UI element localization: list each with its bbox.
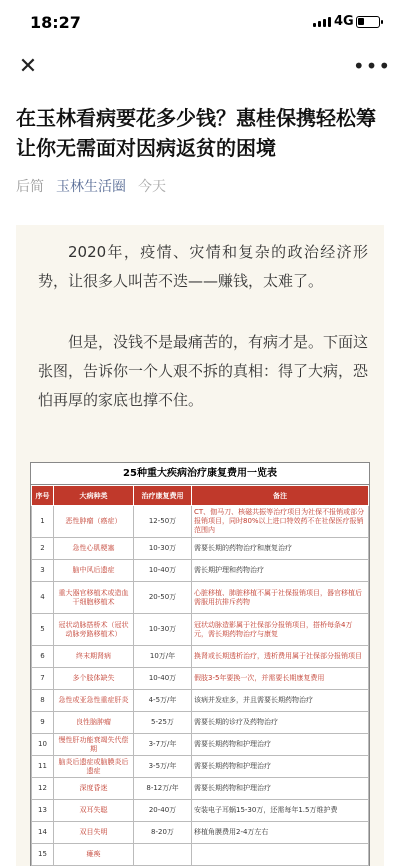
table-row (32, 844, 369, 866)
disease-cell: 终末期肾病 (54, 646, 134, 668)
no-cell: 15 (32, 844, 54, 866)
network-type: 4G (334, 14, 354, 29)
no-cell: 9 (32, 712, 54, 734)
table-row (32, 690, 369, 712)
table-row (32, 538, 369, 560)
note-cell: 需要长期药物和护理治疗 (192, 778, 369, 800)
table-row (32, 778, 369, 800)
article-author: 后简 (16, 179, 44, 195)
note-cell: 需长期护理和药物治疗 (192, 560, 369, 582)
disease-cell: 双耳失聪 (54, 800, 134, 822)
no-cell: 1 (32, 506, 54, 538)
cost-cell (134, 844, 192, 866)
account-link[interactable]: 玉林生活圈 (56, 179, 126, 195)
table-row (32, 614, 369, 646)
cost-cell: 8-20万 (134, 822, 192, 844)
disease-cell: 急性或亚急性重症肝炎 (54, 690, 134, 712)
cost-cell: 10万/年 (134, 646, 192, 668)
disease-cell: 急性心肌梗塞 (54, 538, 134, 560)
no-cell: 12 (32, 778, 54, 800)
note-cell: 冠状动脉造影属于社保部分报销项目，搭桥每条4万元，需长期药物治疗与康复 (192, 614, 369, 646)
no-cell: 4 (32, 582, 54, 614)
cost-table (31, 485, 369, 866)
note-cell: CT、伽马刀、核磁共振等治疗项目为社保不报销或部分报销项目，同时80%以上进口特效药不在社保医疗报销范围内 (192, 506, 369, 538)
disease-cell: 瘫痪 (54, 844, 134, 866)
cost-cell: 10-40万 (134, 668, 192, 690)
no-cell: 3 (32, 560, 54, 582)
battery-icon (356, 16, 380, 28)
table-row (32, 822, 369, 844)
disease-cell: 深度昏迷 (54, 778, 134, 800)
note-cell: 安装电子耳蜗15-30万，还需每年1.5万维护费 (192, 800, 369, 822)
no-cell: 6 (32, 646, 54, 668)
no-cell: 2 (32, 538, 54, 560)
disease-cell: 双目失明 (54, 822, 134, 844)
table-row (32, 800, 369, 822)
no-cell: 8 (32, 690, 54, 712)
paragraph: 2020年，疫情、灾情和复杂的政治经济形势，让很多人叫苦不迭——赚钱，太难了。 (38, 243, 368, 290)
note-cell (192, 844, 369, 866)
status-bar (0, 0, 400, 44)
cost-cell: 5-25万 (134, 712, 192, 734)
table-row (32, 668, 369, 690)
nav-bar (0, 44, 400, 88)
no-cell: 11 (32, 756, 54, 778)
disease-cell: 脑中风后遗症 (54, 560, 134, 582)
cost-cell: 3-7万/年 (134, 734, 192, 756)
cost-cell: 10-40万 (134, 560, 192, 582)
table-row (32, 646, 369, 668)
table-row (32, 756, 369, 778)
article-body (16, 225, 384, 866)
cost-cell: 12-50万 (134, 506, 192, 538)
note-cell: 该病并发症多，并且需要长期药物治疗 (192, 690, 369, 712)
note-cell: 假肢3-5年要换一次，并需要长期康复费用 (192, 668, 369, 690)
no-cell: 7 (32, 668, 54, 690)
disease-cell: 脑炎后遗症或脑膜炎后遗症 (54, 756, 134, 778)
note-cell: 心脏移植、肺脏移植不属于社保报销项目，器官移植后需服用抗排斥药物 (192, 582, 369, 614)
article-meta (16, 176, 166, 196)
cost-cell: 10-30万 (134, 614, 192, 646)
table-row (32, 712, 369, 734)
disease-cell: 重大器官移植术或造血干细胞移植术 (54, 582, 134, 614)
col-header: 备注 (192, 486, 369, 506)
table-row (32, 506, 369, 538)
disease-cell: 冠状动脉搭桥术（冠状动脉旁路移植术） (54, 614, 134, 646)
table-title: 25种重大疾病治疗康复费用一览表 (31, 463, 369, 485)
note-cell: 需要长期药物和护理治疗 (192, 734, 369, 756)
disease-cell: 恶性肿瘤（癌症） (54, 506, 134, 538)
col-header: 大病种类 (54, 486, 134, 506)
no-cell: 10 (32, 734, 54, 756)
col-header: 序号 (32, 486, 54, 506)
col-header: 治疗康复费用 (134, 486, 192, 506)
table-row (32, 582, 369, 614)
note-cell: 需要长期的诊疗及药物治疗 (192, 712, 369, 734)
cost-cell: 10-30万 (134, 538, 192, 560)
article-title: 在玉林看病要花多少钱？惠桂保携轻松筹让你无需面对因病返贫的困境 (16, 106, 376, 160)
paragraph: 但是，没钱不是最痛苦的，有病才是。下面这张图，告诉你一个人艰不拆的真相：得了大病，恐怕再厚的家底也撑不住。 (38, 333, 369, 409)
note-cell: 需要长期的药物治疗和康复治疗 (192, 538, 369, 560)
cost-cell: 20-50万 (134, 582, 192, 614)
note-cell: 需要长期药物和护理治疗 (192, 756, 369, 778)
cost-cell: 4-5万/年 (134, 690, 192, 712)
cost-cell: 3-5万/年 (134, 756, 192, 778)
close-icon[interactable]: ✕ (18, 53, 38, 79)
no-cell: 13 (32, 800, 54, 822)
table-row (32, 560, 369, 582)
status-time: 18:27 (30, 13, 81, 32)
cost-cell: 20-40万 (134, 800, 192, 822)
signal-icon (313, 17, 331, 27)
more-icon[interactable]: ••• (352, 54, 392, 78)
article-date: 今天 (138, 179, 166, 195)
no-cell: 14 (32, 822, 54, 844)
disease-cell: 慢性肝功能衰竭失代偿期 (54, 734, 134, 756)
disease-cell: 良性脑肿瘤 (54, 712, 134, 734)
cost-cell: 8-12万/年 (134, 778, 192, 800)
no-cell: 5 (32, 614, 54, 646)
note-cell: 换肾或长期透析治疗，透析费用属于社保部分报销项目 (192, 646, 369, 668)
cost-table-image[interactable] (30, 462, 370, 866)
table-row (32, 734, 369, 756)
disease-cell: 多个肢体缺失 (54, 668, 134, 690)
note-cell: 移植角膜费用2-4万左右 (192, 822, 369, 844)
